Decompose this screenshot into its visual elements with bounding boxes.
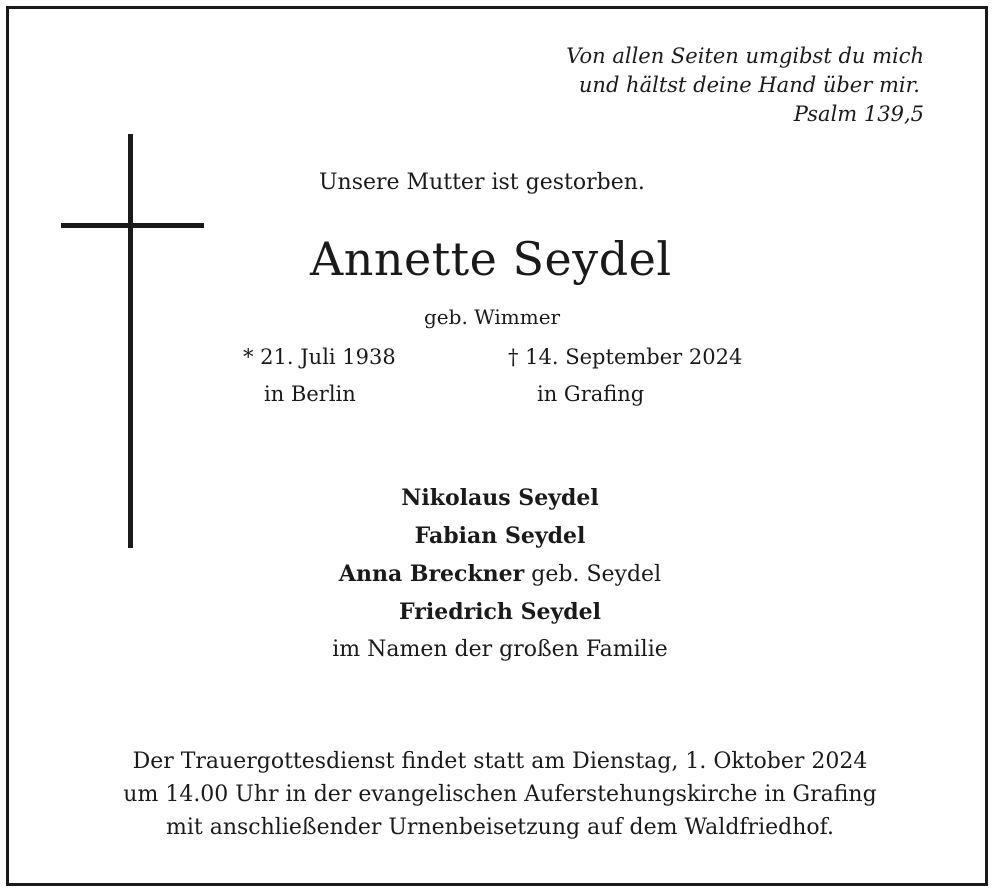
service-line-2: um 14.00 Uhr in der evangelischen Auferstehungskirche in Grafing	[123, 782, 877, 807]
intro-text: Unsere Mutter ist gestorben.	[319, 170, 645, 195]
deceased-name: Annette Seydel	[310, 232, 672, 286]
death-place: in Grafing	[537, 382, 645, 406]
quote-source: Psalm 139,5	[793, 102, 924, 126]
psalm-quote	[566, 42, 924, 129]
deceased-maiden-name: geb. Wimmer	[424, 305, 561, 329]
service-info	[20, 745, 980, 844]
mourner-name: Friedrich Seydel	[399, 599, 601, 625]
mourner-entry	[250, 599, 750, 637]
mourner-entry	[250, 485, 750, 523]
cross-horizontal-bar	[61, 223, 204, 228]
family-note: im Namen der großen Familie	[332, 637, 668, 662]
cross-vertical-bar	[128, 134, 133, 548]
mourner-name: Fabian Seydel	[414, 523, 586, 549]
death-date: † 14. September 2024	[508, 345, 743, 369]
mourner-extra: geb. Seydel	[524, 562, 662, 587]
quote-line-2: und hältst deine Hand über mir.	[578, 73, 920, 97]
birth-place: in Berlin	[264, 382, 356, 406]
mourners-list	[250, 485, 750, 675]
mourner-name: Anna Breckner	[338, 561, 525, 587]
birth-date: * 21. Juli 1938	[243, 345, 396, 369]
quote-line-1: Von allen Seiten umgibst du mich	[566, 44, 924, 68]
service-line-3: mit anschließender Urnenbeisetzung auf dem Waldfriedhof.	[166, 815, 834, 840]
service-line-1: Der Trauergottesdienst findet statt am Dienstag, 1. Oktober 2024	[132, 749, 868, 774]
mourner-name: Nikolaus Seydel	[401, 485, 599, 511]
mourner-entry	[250, 561, 750, 599]
mourner-entry	[250, 523, 750, 561]
